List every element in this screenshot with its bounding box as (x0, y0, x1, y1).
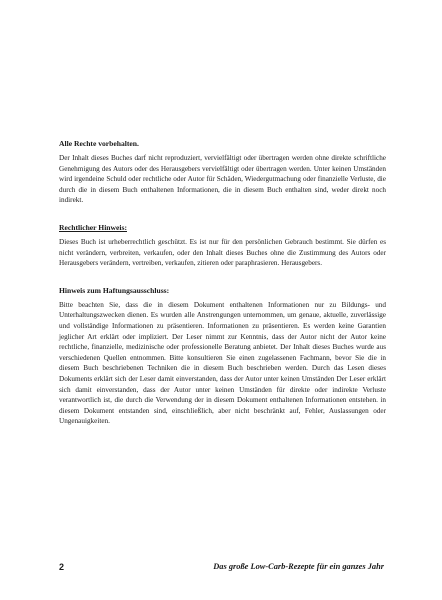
section-legal-notice (59, 222, 386, 269)
section-rights (59, 138, 386, 206)
section-body-disclaimer: Bitte beachten Sie, dass die in diesem Dokument enthaltenen Informationen nur zu Bildungs- und Unterhaltungszwecken dienen. Es wurden alle Anstrengungen unternommen, um genaue, aktuelle, zuverlässige und vollständige Informationen zu präsentieren. Informationen zu präsentieren. Es werden keine Garantien jeglicher Art erklärt oder impliziert. Der Leser nimmt zur Kenntnis, dass der Autor nicht der Autor keine rechtliche, finanzielle, medizinische oder professionelle Beratung anbietet. Der Inhalt dieses Buches wurde aus verschiedenen Quellen entnommen. Bitte konsultieren Sie einen zugelassenen Fachmann, bevor Sie die in diesem Buch beschriebenen Techniken die in diesem Buch beschrieben werden. Durch das Lesen dieses Dokuments erklärt sich der Leser damit einverstanden, dass der Autor unter keinen Umständen Der Leser erklärt sich damit einverstanden, dass der Autor unter keinen Umständen für direkte oder indirekte Verluste verantwortlich ist, die durch die Verwendung der in diesem Dokument enthaltenen Informationen entstehen. in diesem Dokument entstanden sind, einschließlich, aber nicht beschränkt auf, Fehler, Auslassungen oder Ungenauigkeiten. (59, 300, 386, 426)
page-number: 2 (59, 562, 65, 572)
section-disclaimer (59, 285, 386, 427)
section-body-legal-notice: Dieses Buch ist urheberrechtlich geschützt. Es ist nur für den persönlichen Gebrauch bestimmt. Sie dürfen es nicht verändern, verbreiten, verkaufen, oder den Inhalt dieses Buches ohne die Zustimmung des Autors oder Herausgebers verändern, vertreiben, verkaufen, zitieren oder paraphrasieren. Herausgebers. (59, 237, 386, 268)
section-body-rights: Der Inhalt dieses Buches darf nicht reproduziert, vervielfältigt oder übertragen werden ohne direkte schriftliche Genehmigung des Autors oder des Herausgebers vervielfältigt oder übertragen werden. Unter keinen Umständen wird irgendeine Schuld oder rechtliche oder Autor für Schäden, Wiedergutmachung oder finanzielle Verluste, die durch die in diesem Buch enthaltenen Informationen, die in diesem Buch enthalten sind, weder direkt noch indirekt. (59, 154, 386, 205)
footer-book-title: Das große Low-Carb-Rezepte für ein ganzes Jahr (213, 562, 384, 571)
page-content (59, 138, 386, 443)
section-heading-disclaimer: Hinweis zum Haftungsausschluss: (59, 285, 170, 295)
section-heading-rights: Alle Rechte vorbehalten. (59, 139, 139, 148)
page-footer (59, 561, 384, 575)
section-heading-legal-notice: Rechtlicher Hinweis: (59, 222, 127, 232)
